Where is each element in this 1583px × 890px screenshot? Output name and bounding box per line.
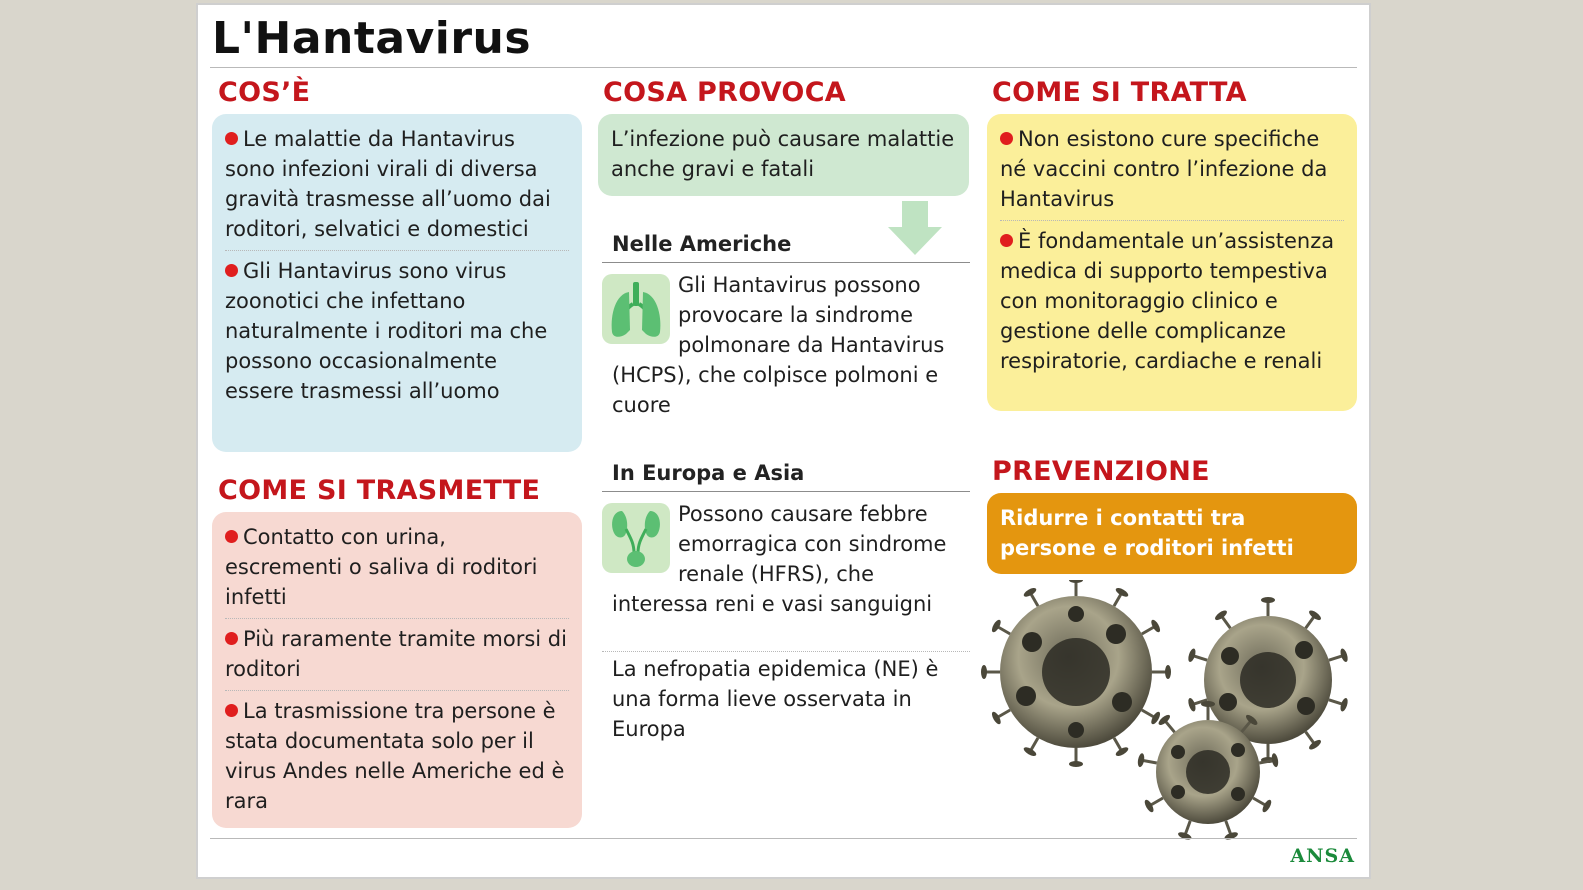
tratta-item-1: Non esistono cure specifiche né vaccini contro l’infezione da Hantavirus xyxy=(1000,127,1328,211)
page-title: L'Hantavirus xyxy=(212,13,532,64)
bullet-icon xyxy=(1000,132,1013,145)
europa-note-divider xyxy=(602,651,970,653)
europa-note: La nefropatia epidemica (NE) è una forma lieve osservata in Europa xyxy=(612,657,939,741)
credit-logo: ANSA xyxy=(1290,845,1355,867)
heading-trasmette: COME SI TRASMETTE xyxy=(218,475,541,506)
kidneys-icon xyxy=(602,503,670,573)
bullet-icon xyxy=(225,264,238,277)
trasmette-item-2: Più raramente tramite morsi di roditori xyxy=(225,618,569,684)
trasmette-item-3: La trasmissione tra persone è stata documentata solo per il virus Andes nelle Americhe ed è rara xyxy=(225,690,569,816)
heading-provoca: COSA PROVOCA xyxy=(603,77,847,108)
heading-cose: COS’È xyxy=(218,77,311,108)
lungs-icon-box xyxy=(602,274,670,344)
infographic-card xyxy=(196,3,1371,879)
europa-divider xyxy=(602,491,970,492)
kidneys-icon-box xyxy=(602,503,670,573)
cose-item-1: Le malattie da Hantavirus sono infezioni virali di diversa gravità trasmesse all’uomo dai roditori, selvatici e domestici xyxy=(225,127,551,241)
europa-paragraph: Possono causare febbre emorragica con sindrome renale (HFRS), che interessa reni e vasi sanguigni xyxy=(612,499,962,619)
subheading-europa: In Europa e Asia xyxy=(612,461,805,485)
prevenzione-box: Ridurre i contatti tra persone e roditori infetti xyxy=(987,493,1357,574)
heading-prevenzione: PREVENZIONE xyxy=(992,456,1210,487)
americhe-paragraph: Gli Hantavirus possono provocare la sindrome polmonare da Hantavirus (HCPS), che colpisce polmoni e cuore xyxy=(612,270,962,420)
bullet-icon xyxy=(1000,234,1013,247)
provoca-intro-box: L’infezione può causare malattie anche gravi e fatali xyxy=(598,114,969,196)
bullet-icon xyxy=(225,632,238,645)
virus-illustration xyxy=(978,580,1358,840)
bullet-icon xyxy=(225,704,238,717)
footer-divider xyxy=(210,838,1357,839)
trasmette-item-1: Contatto con urina, escrementi o saliva di roditori infetti xyxy=(225,525,538,609)
bullet-icon xyxy=(225,530,238,543)
cose-box xyxy=(212,114,582,452)
down-arrow-icon xyxy=(886,201,944,257)
subheading-americhe: Nelle Americhe xyxy=(612,232,792,256)
trasmette-box xyxy=(212,512,582,828)
cose-item-2: Gli Hantavirus sono virus zoonotici che infettano naturalmente i roditori ma che possono occasionalmente essere trasmessi all’uomo xyxy=(225,250,569,406)
lungs-icon xyxy=(602,274,670,344)
bullet-icon xyxy=(225,132,238,145)
heading-tratta: COME SI TRATTA xyxy=(992,77,1247,108)
tratta-item-2: È fondamentale un’assistenza medica di supporto tempestiva con monitoraggio clinico e gestione delle complicanze respiratorie, cardiache e renali xyxy=(1000,220,1344,376)
tratta-box xyxy=(987,114,1357,411)
americhe-divider xyxy=(602,262,970,263)
title-divider xyxy=(210,67,1357,68)
